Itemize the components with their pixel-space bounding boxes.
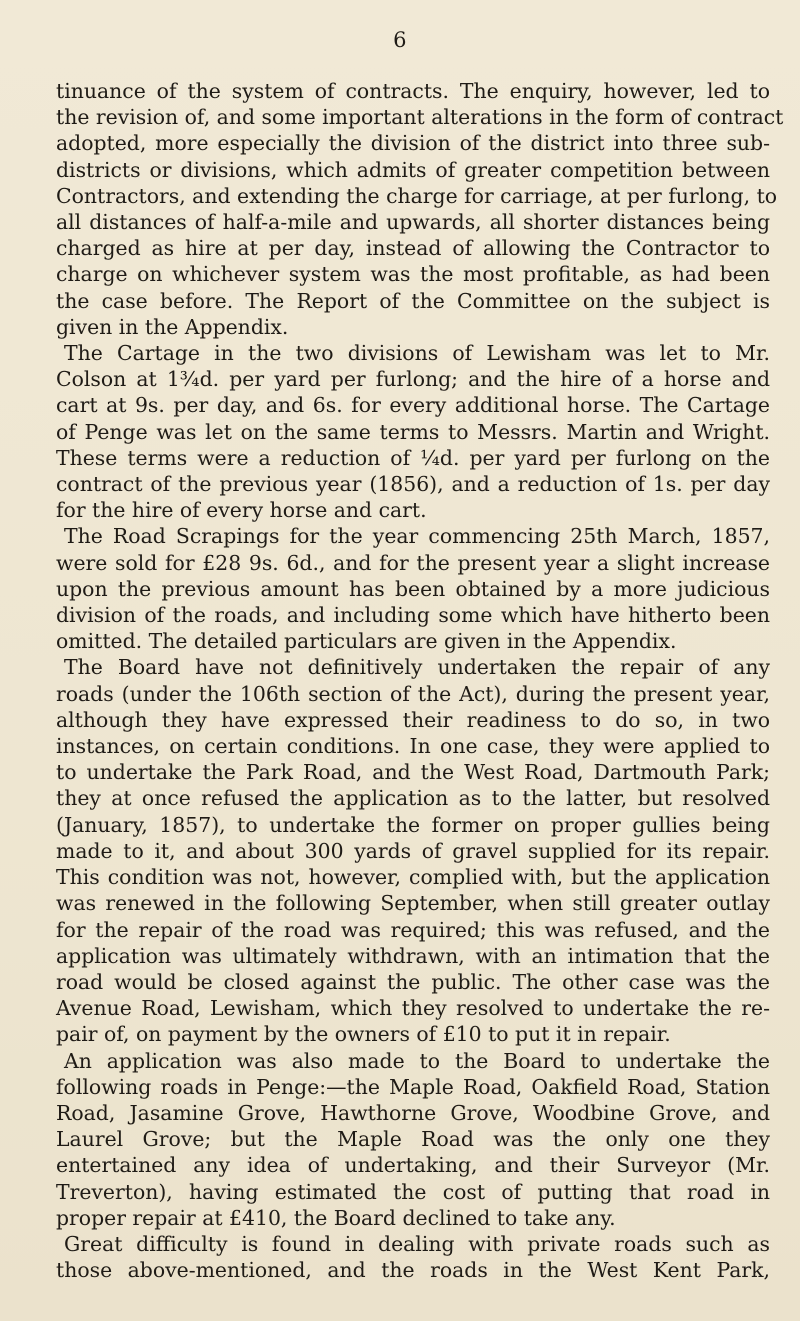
page-number: 6 <box>393 28 407 52</box>
paragraph <box>56 1048 770 1231</box>
text-line: tinuance of the system of contracts. The enquiry, however, led to <box>56 79 770 103</box>
text-line: all distances of half-a-mile and upwards, all shorter distances being <box>56 210 770 235</box>
text-line: charged as hire at per day, instead of allowing the Contractor to <box>56 236 770 261</box>
text-line: for the repair of the road was required; this was refused, and the <box>56 917 770 942</box>
text-line: (January, 1857), to undertake the former on proper gullies being <box>56 812 770 837</box>
text-line: pair of, on payment by the owners of £10 to put it in repair. <box>56 1022 671 1047</box>
text-line: adopted, more especially the division of the district into three sub- <box>56 131 770 156</box>
text-line: contract of the previous year (1856), and a reduction of 1s. per day <box>56 472 770 497</box>
text-line: the case before. The Report of the Committee on the subject is <box>56 288 770 313</box>
text-line: The Cartage in the two divisions of Lewisham was let to Mr. <box>64 341 770 366</box>
text-line: were sold for £28 9s. 6d., and for the present year a slight increase <box>56 550 770 575</box>
text-line: of Penge was let on the same terms to Messrs. Martin and Wright. <box>56 419 770 444</box>
text-line: instances, on certain conditions. In one case, they were applied to <box>56 734 770 759</box>
text-line: Laurel Grove; but the Maple Road was the only one they <box>56 1127 770 1152</box>
text-line: Great difficulty is found in dealing with private roads such as <box>64 1231 770 1256</box>
text-line: following roads in Penge:—the Maple Road, Oakfield Road, Station <box>56 1074 770 1099</box>
text-line: upon the previous amount has been obtained by a more judicious <box>56 576 770 601</box>
text-line: The Road Scrapings for the year commencing 25th March, 1857, <box>64 524 770 549</box>
text-line: The Board have not definitively undertaken the repair of any <box>64 655 770 680</box>
body-text <box>56 78 784 1283</box>
text-line: Avenue Road, Lewisham, which they resolved to undertake the re- <box>56 996 770 1021</box>
text-line: roads (under the 106th section of the Act), during the present year, <box>56 681 770 706</box>
text-line: proper repair at £410, the Board declined to take any. <box>56 1205 616 1230</box>
text-line: This condition was not, however, complied with, but the application <box>56 865 770 890</box>
text-line: road would be closed against the public. The other case was the <box>56 969 770 994</box>
paragraph <box>56 523 770 654</box>
text-line: they at once refused the application as to the latter, but resolved <box>56 786 770 811</box>
paragraph <box>56 1231 770 1283</box>
text-line: charge on whichever system was the most profitable, as had been <box>56 262 770 287</box>
text-line: made to it, and about 300 yards of gravel supplied for its repair. <box>56 838 770 863</box>
text-line: although they have expressed their readiness to do so, in two <box>56 707 770 732</box>
text-line: those above-mentioned, and the roads in the West Kent Park, <box>56 1258 770 1283</box>
text-line: Road, Jasamine Grove, Hawthorne Grove, Woodbine Grove, and <box>56 1100 770 1125</box>
text-line: Colson at 1¾d. per yard per furlong; and the hire of a horse and <box>56 367 770 392</box>
text-line: Treverton), having estimated the cost of putting that road in <box>56 1179 770 1204</box>
text-line: division of the roads, and including some which have hitherto been <box>56 603 770 628</box>
text-line: for the hire of every horse and cart. <box>56 498 427 523</box>
text-line: application was ultimately withdrawn, with an intimation that the <box>56 943 770 968</box>
paragraph <box>56 654 770 1047</box>
text-line: An application was also made to the Board to undertake the <box>64 1048 770 1073</box>
paragraph <box>56 78 784 340</box>
text-line: to undertake the Park Road, and the West Road, Dartmouth Park; <box>56 760 770 785</box>
text-line: Contractors, and extending the charge for carriage, at per furlong, to <box>56 183 778 208</box>
text-line: given in the Appendix. <box>56 314 289 339</box>
text-line: entertained any idea of undertaking, and their Surveyor (Mr. <box>56 1153 770 1178</box>
paragraph <box>56 340 770 523</box>
text-line: the revision of, and some important alterations in the form of contract <box>56 105 784 130</box>
text-line: omitted. The detailed particulars are given in the Appendix. <box>56 629 677 654</box>
text-line: districts or divisions, which admits of greater competition between <box>56 157 770 182</box>
text-line: These terms were a reduction of ¼d. per yard per furlong on the <box>56 445 770 470</box>
text-line: was renewed in the following September, when still greater outlay <box>56 891 770 916</box>
text-line: cart at 9s. per day, and 6s. for every additional horse. The Cartage <box>56 393 770 418</box>
